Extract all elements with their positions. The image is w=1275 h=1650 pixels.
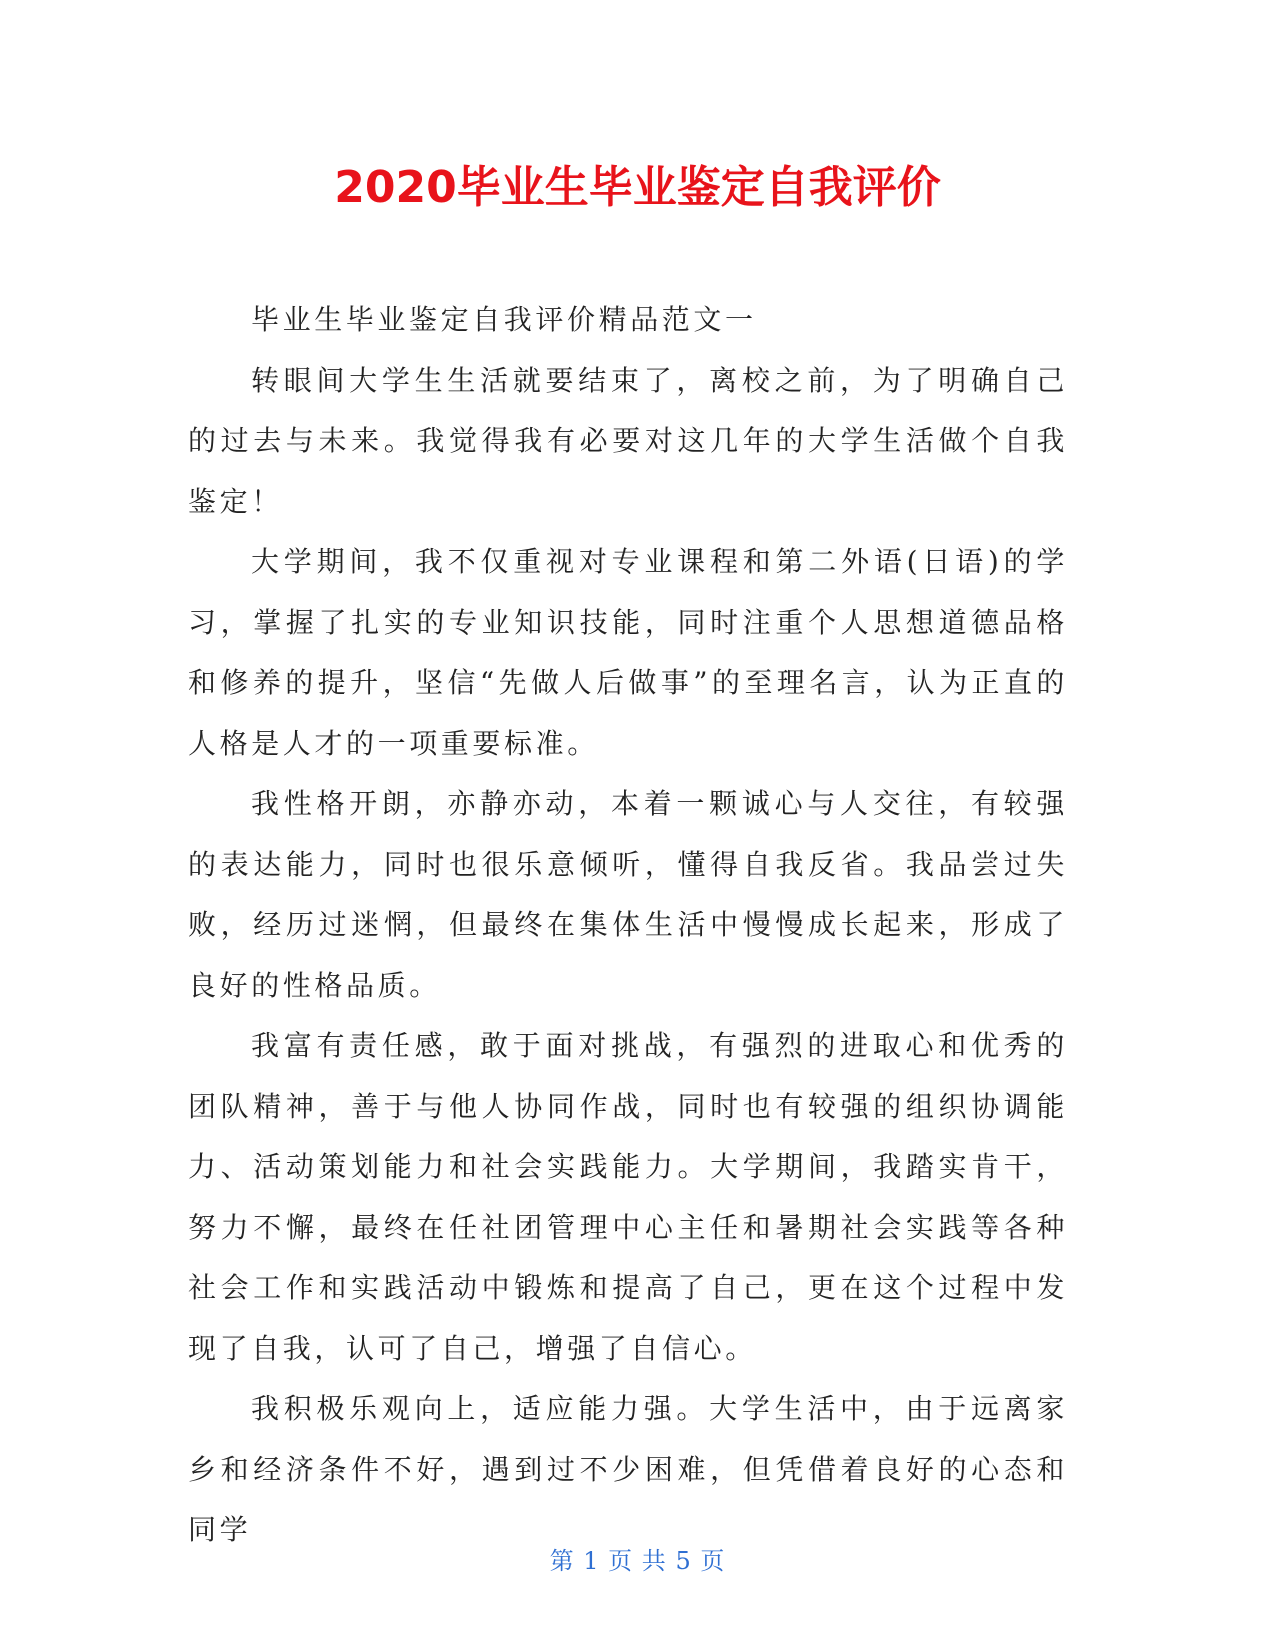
- paragraph-intro: 转眼间大学生生活就要结束了，离校之前，为了明确自己的过去与未来。我觉得我有必要对这几年的大学生活做个自我鉴定！: [188, 363, 1068, 518]
- footer-middle: 页 共: [608, 1547, 667, 1575]
- paragraph-optimism: 我积极乐观向上，适应能力强。大学生活中，由于远离家乡和经济条件不好，遇到过不少困难，但凭借着良好的心态和同学: [188, 1392, 1068, 1546]
- paragraph-study: 大学期间，我不仅重视对专业课程和第二外语(日语)的学习，掌握了扎实的专业知识技能，同时注重个人思想道德品格和修养的提升，坚信“先做人后做事”的至理名言，认为正直的人格是人才的一项重要标准。: [188, 545, 1068, 760]
- page-footer: [0, 1546, 1275, 1576]
- footer-prefix: 第: [549, 1547, 575, 1575]
- footer-current-page: 1: [583, 1547, 600, 1575]
- document-body: [188, 290, 1068, 1561]
- paragraph-personality: 我性格开朗，亦静亦动，本着一颗诚心与人交往，有较强的表达能力，同时也很乐意倾听，懂得自我反省。我品尝过失败，经历过迷惘，但最终在集体生活中慢慢成长起来，形成了良好的性格品质。: [188, 787, 1068, 1002]
- footer-suffix: 页: [700, 1547, 726, 1575]
- document-title: 2020毕业生毕业鉴定自我评价: [334, 162, 941, 213]
- footer-total-pages: 5: [675, 1547, 692, 1575]
- section-heading: 毕业生毕业鉴定自我评价精品范文一: [251, 303, 757, 336]
- paragraph-responsibility: 我富有责任感，敢于面对挑战，有强烈的进取心和优秀的团队精神，善于与他人协同作战，同时也有较强的组织协调能力、活动策划能力和社会实践能力。大学期间，我踏实肯干，努力不懈，最终在任社团管理中心主任和暑期社会实践等各种社会工作和实践活动中锻炼和提高了自己，更在这个过程中发现了自我，认可了自己，增强了自信心。: [188, 1029, 1068, 1365]
